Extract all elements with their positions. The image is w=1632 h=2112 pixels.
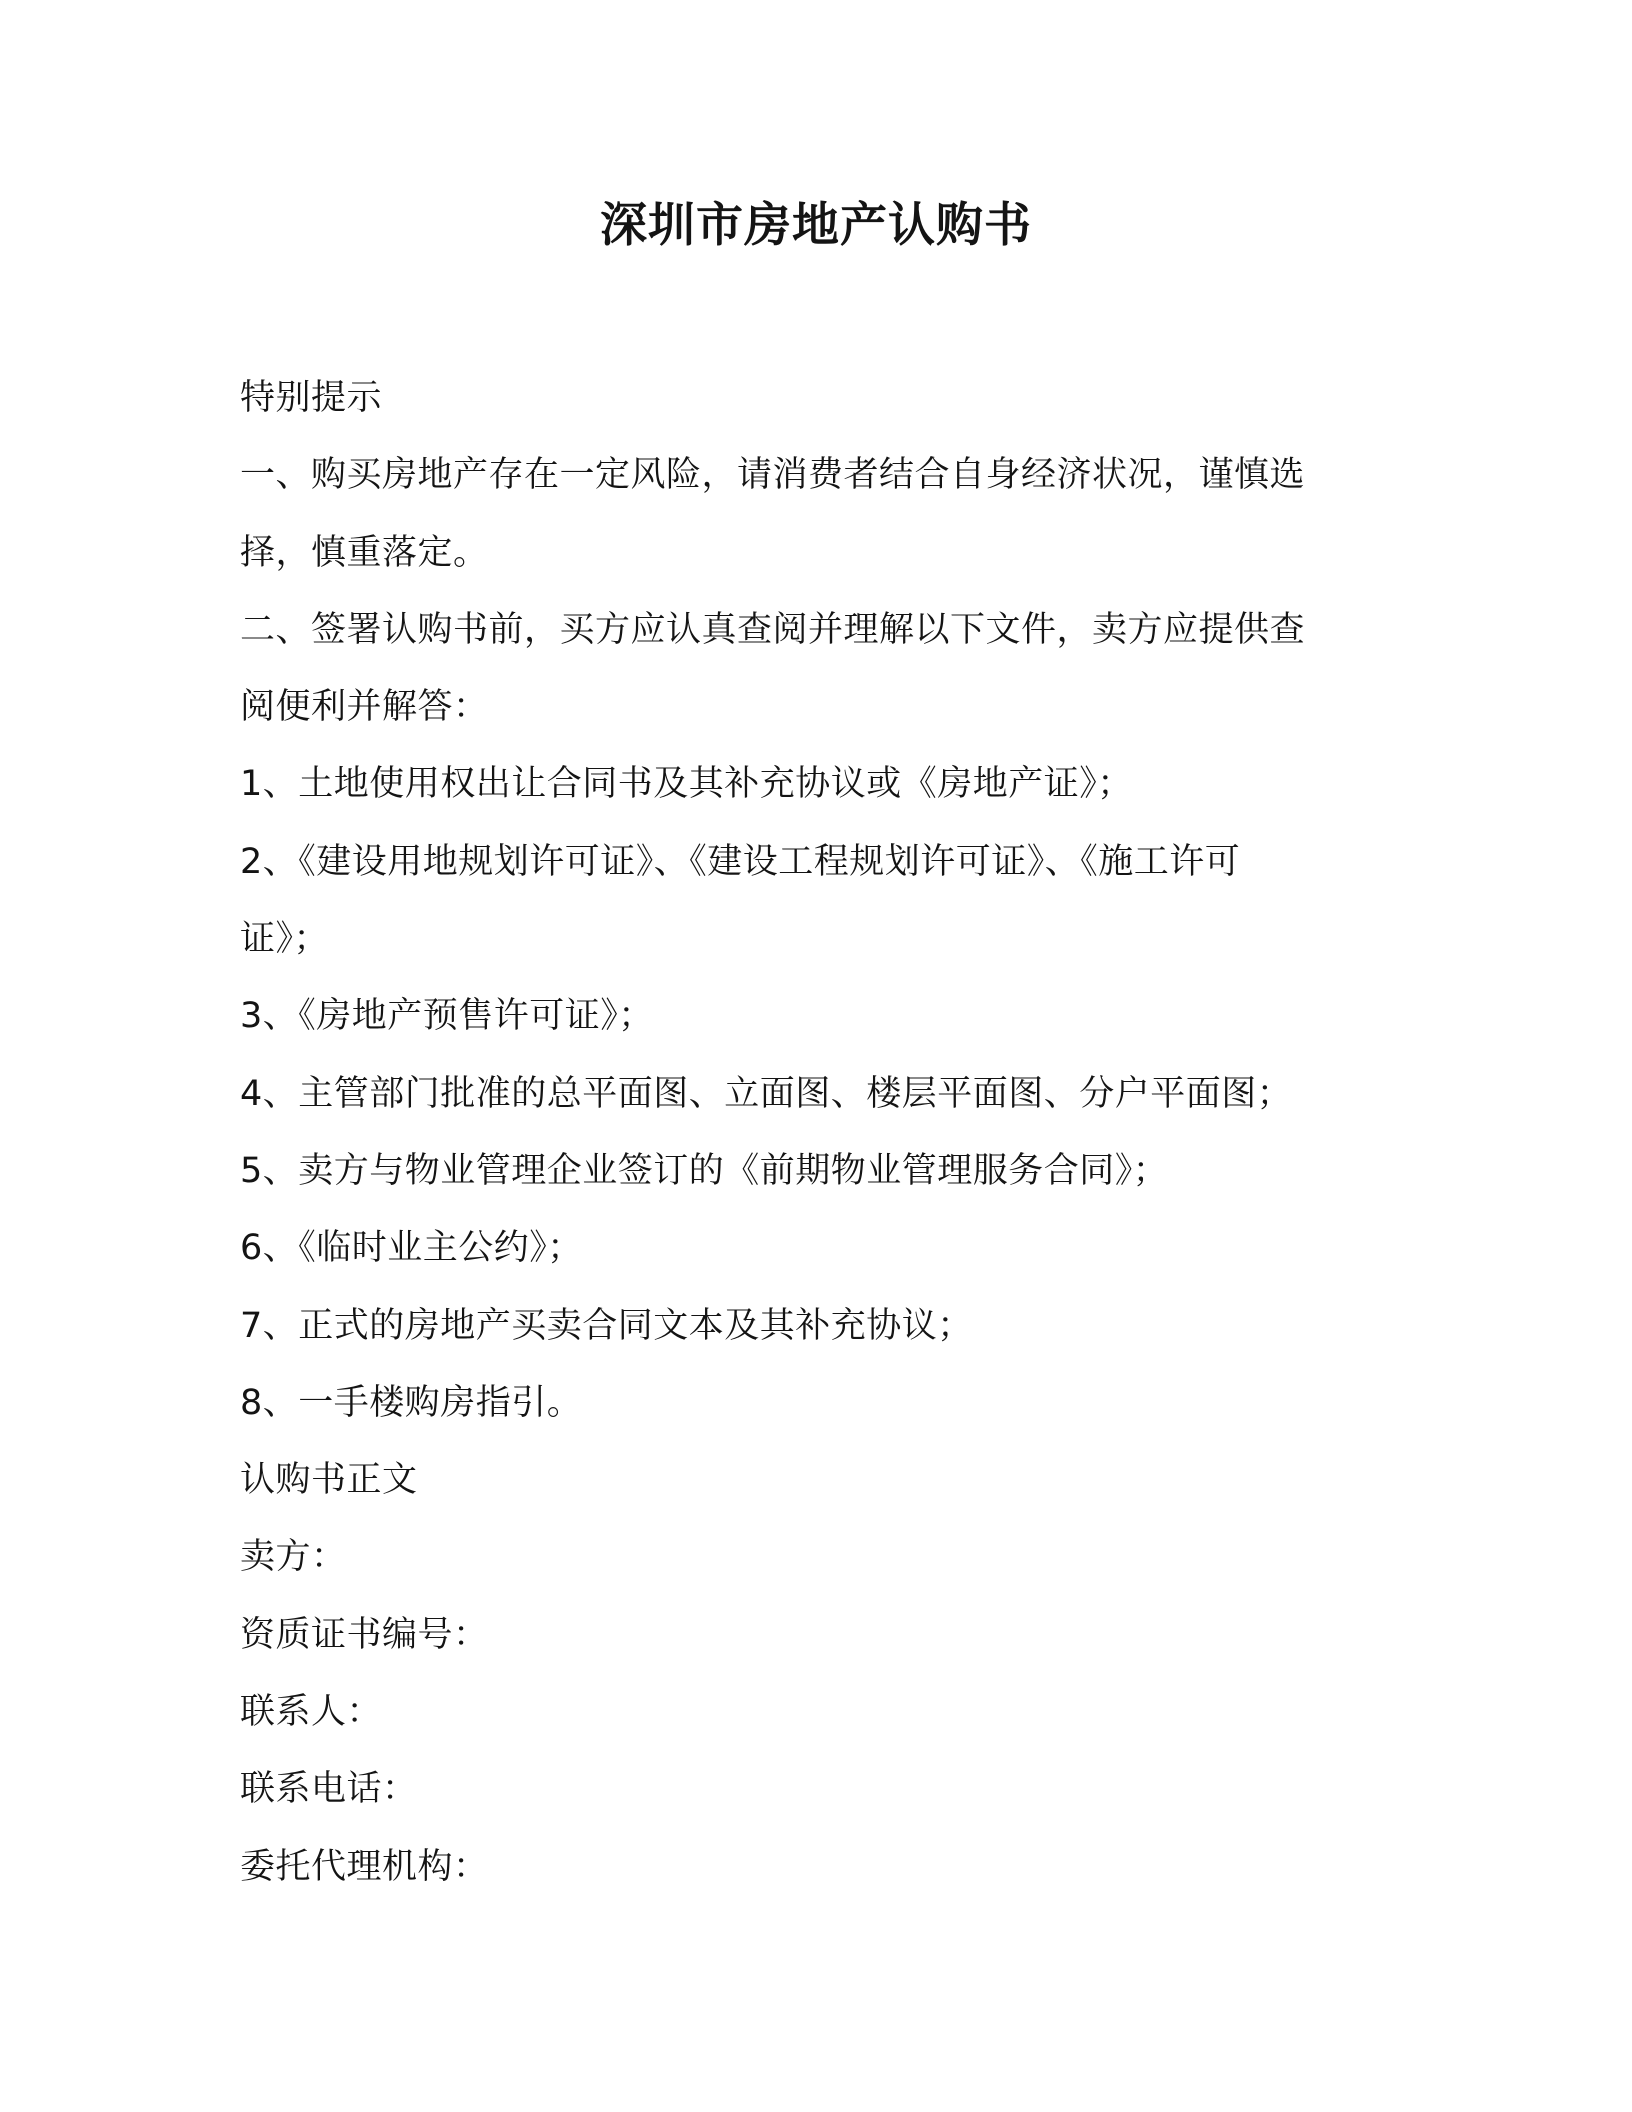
document-list-item-4: 4、主管部门批准的总平面图、立面图、楼层平面图、分户平面图； bbox=[240, 1073, 1293, 1114]
document-list-item-5: 5、卖方与物业管理企业签订的《前期物业管理服务合同》； bbox=[240, 1150, 1169, 1191]
field-contact-phone: 联系电话： bbox=[240, 1769, 418, 1810]
notice-item-1-line-1: 一、购买房地产存在一定风险，请消费者结合自身经济状况，谨慎选 bbox=[240, 455, 1306, 496]
document-list-item-2-line-1: 2、《建设用地规划许可证》、《建设工程规划许可证》、《施工许可 bbox=[240, 841, 1241, 882]
document-list-item-6: 6、《临时业主公约》； bbox=[240, 1228, 583, 1269]
document-list-item-2-line-2: 证》； bbox=[240, 919, 330, 960]
field-contact-person: 联系人： bbox=[240, 1692, 383, 1733]
field-qualification-certificate-number: 资质证书编号： bbox=[240, 1614, 489, 1655]
section-heading-main-text: 认购书正文 bbox=[240, 1460, 418, 1501]
document-title: 深圳市房地产认购书 bbox=[600, 198, 1032, 253]
document-list-item-1: 1、土地使用权出让合同书及其补充协议或《房地产证》； bbox=[240, 764, 1133, 805]
document-list-item-8: 8、一手楼购房指引。 bbox=[240, 1382, 583, 1423]
field-agency: 委托代理机构： bbox=[240, 1846, 489, 1887]
field-seller: 卖方： bbox=[240, 1537, 347, 1578]
document-list-item-3: 3、《房地产预售许可证》； bbox=[240, 996, 654, 1037]
notice-item-2-line-2: 阅便利并解答： bbox=[240, 687, 489, 728]
section-heading-special-notice: 特别提示 bbox=[240, 378, 383, 418]
document-list-item-7: 7、正式的房地产买卖合同文本及其补充协议； bbox=[240, 1305, 973, 1346]
notice-item-2-line-1: 二、签署认购书前，买方应认真查阅并理解以下文件，卖方应提供查 bbox=[240, 609, 1306, 650]
document-body bbox=[240, 360, 1390, 1906]
notice-item-1-line-2: 择，慎重落定。 bbox=[240, 532, 489, 573]
